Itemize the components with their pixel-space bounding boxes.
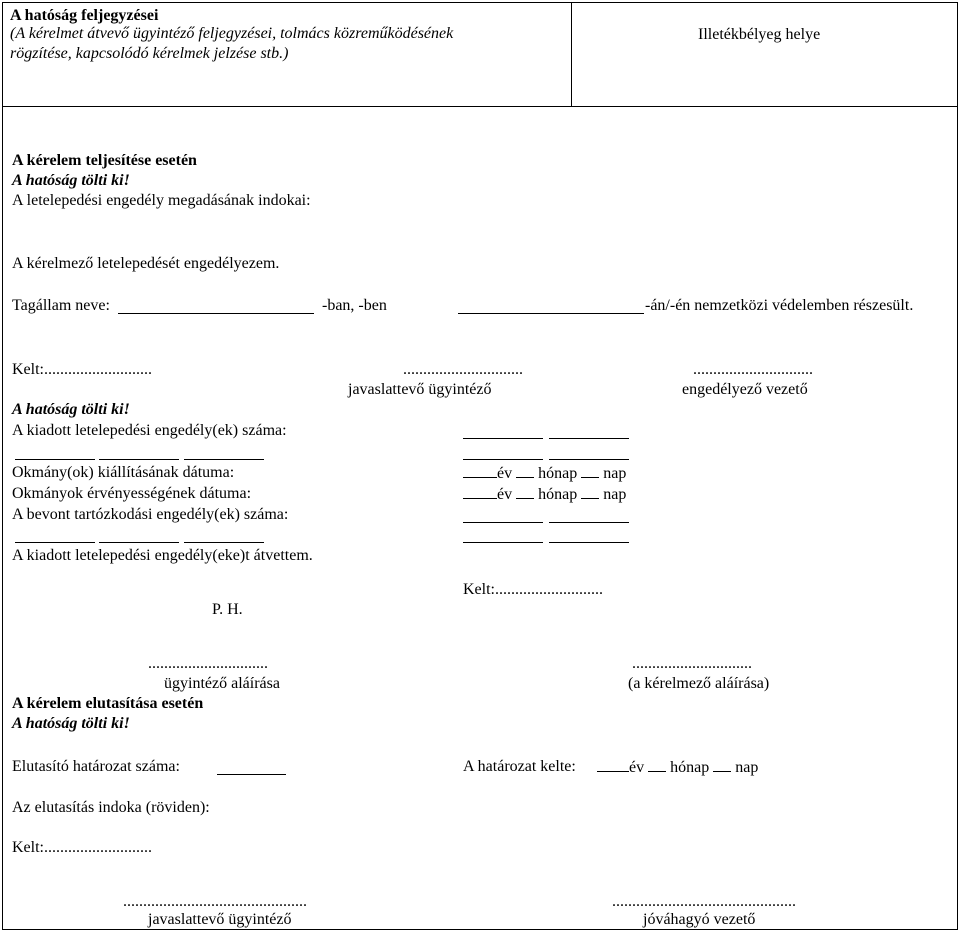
notes-title: A hatóság feljegyzései [10,7,159,24]
approval-authority-note: A hatóság tölti ki! [12,172,130,189]
stamp-label: Illetékbélyeg helye [698,26,821,43]
officer-signature-label: ügyintéző aláírása [164,675,280,692]
permit-number-field-7[interactable] [549,459,629,460]
withdrawn-field-4[interactable] [99,542,179,543]
rejection-authority-note: A hatóság tölti ki! [12,715,130,732]
withdrawn-field-1[interactable] [463,522,543,523]
withdrawn-field-2[interactable] [549,522,629,523]
doc-validity-label: Okmányok érvényességének dátuma: [12,485,252,502]
endorser-label: jóváhagyó vezető [643,911,756,928]
issuance-kelt: Kelt:........................... [463,581,603,598]
rejection-dots-right: .............................................. [612,893,796,910]
withdrawn-field-3[interactable] [15,542,95,543]
permit-number-field-4[interactable] [99,459,179,460]
withdrawn-field-5[interactable] [184,542,264,543]
issuance-authority-note: A hatóság tölti ki! [12,401,130,418]
withdrawn-field-6[interactable] [463,542,543,543]
notes-line-2: rögzítése, kapcsolódó kérelmek jelzése stb.) [10,45,289,62]
approval-dots-middle: .............................. [403,361,523,378]
member-state-label: Tagállam neve: [12,297,110,314]
decision-date-label: A határozat kelte: [463,758,576,775]
decision-number-field[interactable] [217,774,286,775]
rejection-heading: A kérelem elutasítása esetén [12,695,204,712]
month-label: hónap [670,759,710,776]
approver-label: engedélyező vezető [682,381,808,398]
proposer-label: javaslattevő ügyintéző [348,381,492,398]
year-label: év [497,465,513,482]
protection-date-field[interactable] [458,313,644,314]
applicant-signature-label: (a kérelmező aláírása) [628,675,770,692]
doc-issue-date-field[interactable] [463,463,626,484]
day-label: nap [735,759,759,776]
rejection-kelt: Kelt:........................... [12,839,152,856]
notes-line-1: (A kérelmet átvevő ügyintéző feljegyzései, tolmács közreműködésének [10,25,454,42]
permit-number-field-2[interactable] [549,438,629,439]
permit-number-label: A kiadott letelepedési engedély(ek) száma: [12,422,287,439]
month-label: hónap [538,465,578,482]
rejection-proposer-label: javaslattevő ügyintéző [148,911,292,928]
permit-number-field-6[interactable] [463,459,543,460]
doc-validity-field[interactable] [463,484,626,505]
permit-number-field-5[interactable] [184,459,264,460]
approval-heading: A kérelem teljesítése esetén [12,152,197,169]
reasons-label: A letelepedési engedély megadásának indokai: [12,192,311,209]
decision-date-field[interactable] [597,757,758,778]
day-label: nap [603,486,627,503]
withdrawn-permit-label: A bevont tartózkodási engedély(ek) száma: [12,506,289,523]
approve-sentence: A kérelmező letelepedését engedélyezem. [12,255,280,272]
ban-ben-suffix: -ban, -ben [322,297,387,314]
rejection-reason-label: Az elutasítás indoka (röviden): [12,799,210,816]
issuance-dots-right: .............................. [632,655,752,672]
stamp-ph: P. H. [212,601,243,618]
month-label: hónap [538,486,578,503]
issuance-dots-left: .............................. [148,655,268,672]
member-state-field[interactable] [118,313,314,314]
day-label: nap [603,465,627,482]
withdrawn-field-7[interactable] [549,542,629,543]
stamp-box [571,2,958,107]
approval-kelt: Kelt:........................... [12,361,152,378]
protection-text: -án/-én nemzetközi védelemben részesült. [645,297,914,314]
permit-number-field-3[interactable] [15,459,95,460]
received-text: A kiadott letelepedési engedély(eke)t átvettem. [12,547,313,564]
doc-issue-date-label: Okmány(ok) kiállításának dátuma: [12,464,235,481]
rejection-dots-left: .............................................. [123,893,307,910]
year-label: év [629,759,645,776]
approval-dots-right: .............................. [693,361,813,378]
decision-number-label: Elutasító határozat száma: [12,758,180,775]
permit-number-field-1[interactable] [463,438,543,439]
year-label: év [497,486,513,503]
